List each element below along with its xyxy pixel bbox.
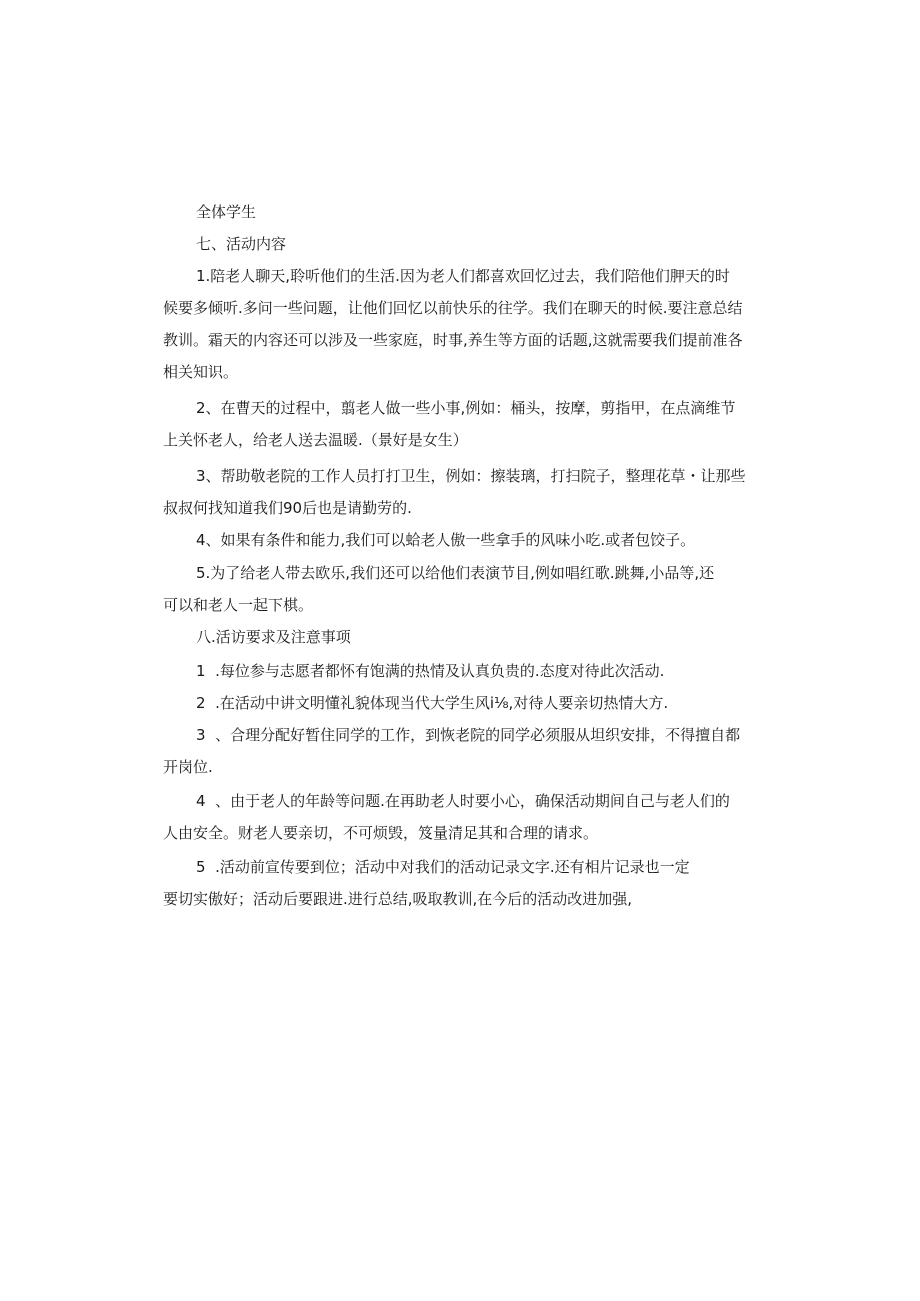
- paragraph-item-4: 4、如果有条件和能力,我们可以蛤老人傲一些拿手的风味小吃.或者包饺子。: [196, 531, 696, 549]
- requirement-item-4-line-1: 4 、由于老人的年龄等问题.在再助老人时要小心，确保活动期间自己与老人们的: [196, 792, 730, 810]
- requirement-item-1: 1 .每位参与志愿者都怀有饱满的热情及认真负贵的.态度对待此次活动.: [196, 662, 665, 680]
- section-heading-activity-content: 七、活动内容: [196, 235, 287, 253]
- requirement-item-3-line-2: 开岗位.: [163, 758, 213, 776]
- requirement-item-5-line-2: 要切实傲好；活动后要跟进.进行总结,吸取教训,在今后的活动改进加强,: [163, 890, 633, 908]
- requirement-item-4-line-2: 人由安全。财老人要亲切，不可烦毁，笈量清足其和合理的请求。: [163, 824, 599, 842]
- paragraph-item-1-line-1: 1.陪老人聊天,聆听他们的生活.因为老人们都喜欢回忆过去，我们陪他们胛天的时: [196, 267, 730, 285]
- paragraph-item-5-line-2: 可以和老人一起下棋。: [163, 596, 314, 614]
- paragraph-item-1-line-3: 教训。霜天的内容还可以涉及一些家庭，时事,养生等方面的话题,这就需要我们提前准各: [163, 331, 743, 349]
- paragraph-item-5-line-1: 5.为了给老人带去欧乐,我们还可以给他们表演节目,例如唱红歌.跳舞,小品等,还: [196, 564, 715, 582]
- requirement-item-5-line-1: 5 .活动前宣传要到位；活动中对我们的活动记录文字.还有相片记录也一定: [196, 858, 690, 876]
- paragraph-item-3-line-2: 叔叔何找知道我们90后也是请勤劳的.: [163, 499, 412, 517]
- paragraph-item-1-line-2: 候要多倾听.多问一些问题，让他们回忆以前快乐的往学。我们在聊天的时候.要注意总结: [163, 299, 743, 317]
- requirement-item-2: 2 .在活动中讲文明懂礼貌体现当代大学生风i⅛,对待人要亲切热情大方.: [196, 694, 669, 712]
- section-heading-requirements: 八.活访要求及注意事项: [196, 628, 351, 646]
- paragraph-item-2-line-2: 上关怀老人，给老人送去温暖.（景好是女生）: [163, 431, 468, 449]
- requirement-item-3-line-1: 3 、合理分配好暂住同学的工作，到恢老院的同学必须服从坦织安排，不得擅自都: [196, 726, 741, 744]
- paragraph-item-2-line-1: 2、在曹天的过程中，翦老人做一些小事,例如：桶头，按摩，剪指甲，在点滴维节: [196, 399, 736, 417]
- paragraph-item-3-line-1: 3、帮助敬老院的工作人员打打卫生，例如：擦装璃，打扫院子，整理花草・让那些: [196, 467, 746, 485]
- text-line-audience: 全体学生: [196, 203, 257, 221]
- paragraph-item-1-line-4: 相关知识。: [163, 363, 239, 381]
